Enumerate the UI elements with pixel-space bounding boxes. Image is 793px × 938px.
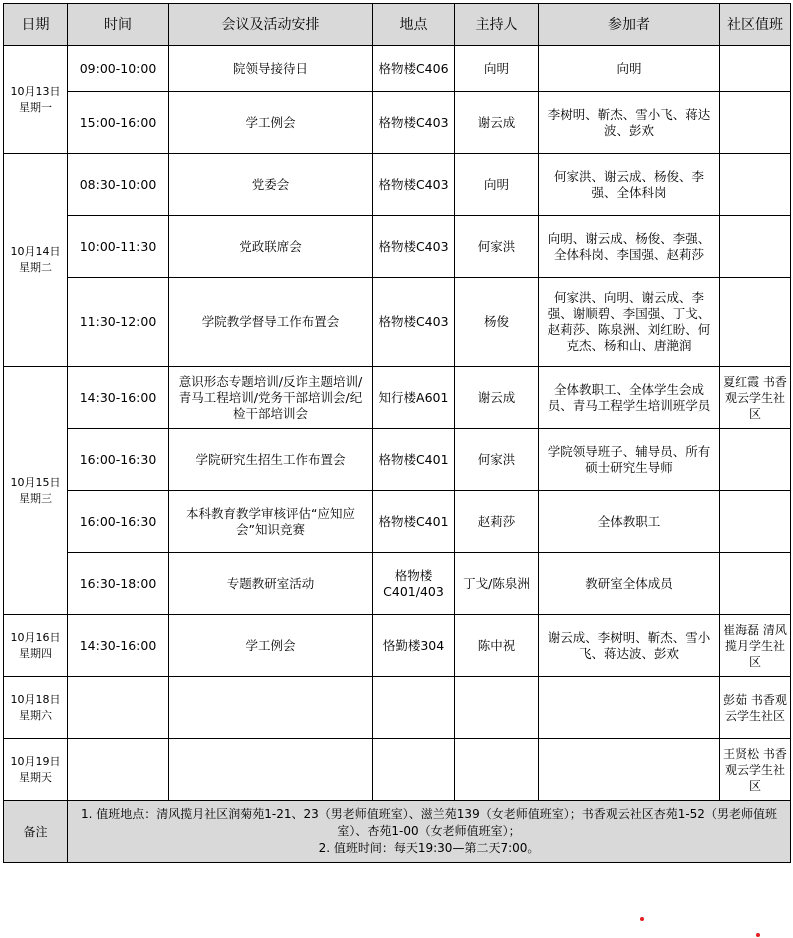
table-row	[4, 278, 791, 367]
table-row	[4, 367, 791, 429]
header-date: 日期	[4, 4, 68, 46]
participants-cell: 向明	[539, 46, 720, 92]
date-weekday: 星期六	[19, 708, 52, 722]
time-cell	[68, 739, 169, 801]
participants-cell: 全体教职工	[539, 491, 720, 553]
time-cell: 16:00-16:30	[68, 429, 169, 491]
participants-cell: 学院领导班子、辅导员、所有硕士研究生导师	[539, 429, 720, 491]
host-cell: 丁戈/陈泉洲	[455, 553, 539, 615]
location-cell: 格物楼C403	[373, 154, 455, 216]
note-line-2: 2. 值班时间：每天19:30—第二天7:00。	[318, 841, 540, 855]
location-cell: 格物楼C403	[373, 278, 455, 367]
duty-cell: 彭茹 书香观云学生社区	[720, 677, 791, 739]
activity-cell: 学工例会	[169, 615, 373, 677]
duty-cell: 王贤松 书香观云学生社区	[720, 739, 791, 801]
date-day: 10月15日	[10, 475, 61, 489]
location-cell: 恪勤楼304	[373, 615, 455, 677]
date-weekday: 星期天	[19, 770, 52, 784]
host-cell: 何家洪	[455, 216, 539, 278]
date-cell	[4, 367, 68, 615]
time-cell: 14:30-16:00	[68, 367, 169, 429]
note-label: 备注	[4, 801, 68, 863]
table-row	[4, 677, 791, 739]
time-cell: 16:30-18:00	[68, 553, 169, 615]
date-cell	[4, 154, 68, 367]
participants-cell: 李树明、靳杰、雪小飞、蒋达波、彭欢	[539, 92, 720, 154]
schedule-table	[3, 3, 791, 863]
red-dot-marker	[756, 933, 760, 937]
participants-cell: 何家洪、谢云成、杨俊、李强、全体科岗	[539, 154, 720, 216]
duty-cell	[720, 491, 791, 553]
activity-cell: 党政联席会	[169, 216, 373, 278]
time-cell: 11:30-12:00	[68, 278, 169, 367]
location-cell	[373, 677, 455, 739]
table-row	[4, 491, 791, 553]
host-cell: 谢云成	[455, 92, 539, 154]
header-time: 时间	[68, 4, 169, 46]
red-dot-marker	[640, 917, 644, 921]
header-activity: 会议及活动安排	[169, 4, 373, 46]
duty-cell	[720, 278, 791, 367]
activity-cell: 专题教研室活动	[169, 553, 373, 615]
activity-cell: 党委会	[169, 154, 373, 216]
date-weekday: 星期二	[19, 261, 52, 274]
table-row	[4, 216, 791, 278]
time-cell: 14:30-16:00	[68, 615, 169, 677]
activity-cell	[169, 739, 373, 801]
duty-cell	[720, 553, 791, 615]
participants-cell: 教研室全体成员	[539, 553, 720, 615]
table-row	[4, 553, 791, 615]
location-cell: 格物楼C401	[373, 429, 455, 491]
date-cell	[4, 615, 68, 677]
host-cell: 陈中祝	[455, 615, 539, 677]
duty-cell	[720, 46, 791, 92]
header-participants: 参加者	[539, 4, 720, 46]
duty-cell	[720, 92, 791, 154]
participants-cell	[539, 739, 720, 801]
host-cell: 谢云成	[455, 367, 539, 429]
table-row	[4, 154, 791, 216]
header-duty: 社区值班	[720, 4, 791, 46]
header-row	[4, 4, 791, 46]
date-day: 10月14日	[10, 245, 61, 258]
activity-cell	[169, 677, 373, 739]
duty-cell: 崔海磊 清风揽月学生社区	[720, 615, 791, 677]
table-row	[4, 46, 791, 92]
activity-cell: 意识形态专题培训/反诈主题培训/青马工程培训/党务干部培训会/纪检干部培训会	[169, 367, 373, 429]
location-cell: 格物楼C403	[373, 92, 455, 154]
table-row	[4, 739, 791, 801]
date-cell	[4, 46, 68, 154]
date-day: 10月13日	[10, 84, 61, 98]
note-line-1: 1. 值班地点：清风揽月社区润菊苑1-21、23（男老师值班室）、滋兰苑139（女老师值班室）；书香观云社区杏苑1-52（男老师值班室）、杏苑1-00（女老师值班室）；	[81, 807, 777, 838]
host-cell: 赵莉莎	[455, 491, 539, 553]
host-cell: 何家洪	[455, 429, 539, 491]
time-cell: 15:00-16:00	[68, 92, 169, 154]
date-day: 10月19日	[10, 754, 61, 768]
activity-cell: 院领导接待日	[169, 46, 373, 92]
date-cell	[4, 739, 68, 801]
date-day: 10月18日	[10, 692, 61, 706]
location-cell: 格物楼C403	[373, 216, 455, 278]
activity-cell: 学工例会	[169, 92, 373, 154]
date-cell	[4, 677, 68, 739]
location-cell: 知行楼A601	[373, 367, 455, 429]
participants-cell: 向明、谢云成、杨俊、李强、全体科岗、李国强、赵莉莎	[539, 216, 720, 278]
time-cell: 10:00-11:30	[68, 216, 169, 278]
time-cell: 08:30-10:00	[68, 154, 169, 216]
activity-cell: 学院研究生招生工作布置会	[169, 429, 373, 491]
duty-cell	[720, 429, 791, 491]
header-location: 地点	[373, 4, 455, 46]
activity-cell: 学院教学督导工作布置会	[169, 278, 373, 367]
table-row	[4, 92, 791, 154]
host-cell: 向明	[455, 154, 539, 216]
duty-cell	[720, 216, 791, 278]
participants-cell: 全体教职工、全体学生会成员、青马工程学生培训班学员	[539, 367, 720, 429]
note-row	[4, 801, 791, 863]
table-row	[4, 615, 791, 677]
date-weekday: 星期四	[19, 646, 52, 660]
note-text	[68, 801, 791, 863]
participants-cell: 谢云成、李树明、靳杰、雪小飞、蒋达波、彭欢	[539, 615, 720, 677]
location-cell: 格物楼C401	[373, 491, 455, 553]
host-cell	[455, 677, 539, 739]
location-cell	[373, 739, 455, 801]
host-cell: 杨俊	[455, 278, 539, 367]
date-weekday: 星期一	[19, 100, 52, 114]
table-row	[4, 429, 791, 491]
time-cell: 09:00-10:00	[68, 46, 169, 92]
host-cell: 向明	[455, 46, 539, 92]
time-cell: 16:00-16:30	[68, 491, 169, 553]
participants-cell	[539, 677, 720, 739]
date-weekday: 星期三	[19, 491, 52, 505]
activity-cell: 本科教育教学审核评估“应知应会”知识竞赛	[169, 491, 373, 553]
date-day: 10月16日	[10, 630, 61, 644]
participants-cell: 何家洪、向明、谢云成、李强、谢顺碧、李国强、丁戈、赵莉莎、陈泉洲、刘红盼、何克杰、杨和山、唐滟润	[539, 278, 720, 367]
location-cell: 格物楼C406	[373, 46, 455, 92]
header-host: 主持人	[455, 4, 539, 46]
host-cell	[455, 739, 539, 801]
time-cell	[68, 677, 169, 739]
location-cell: 格物楼C401/403	[373, 553, 455, 615]
duty-cell: 夏红霞 书香观云学生社区	[720, 367, 791, 429]
duty-cell	[720, 154, 791, 216]
